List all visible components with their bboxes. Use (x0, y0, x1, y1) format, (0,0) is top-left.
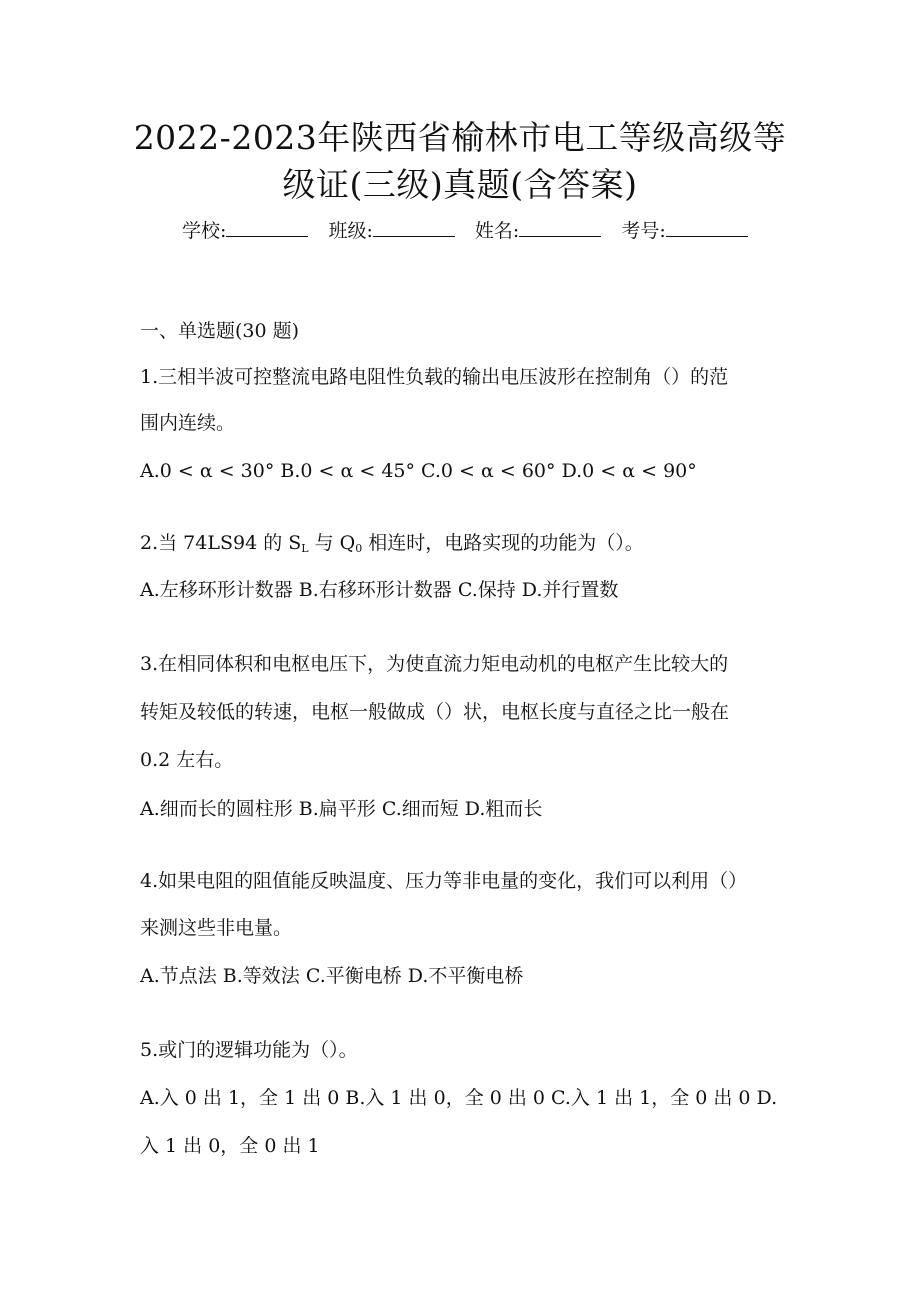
class-blank (373, 218, 455, 237)
name-blank (519, 218, 601, 237)
q3-text-line1: 3.在相同体积和电枢电压下，为使直流力矩电动机的电枢产生比较大的 (140, 653, 729, 675)
q2-text-part2: 与 Q (308, 532, 356, 554)
q3-options: A.细而长的圆柱形 B.扁平形 C.细而短 D.粗而长 (140, 798, 543, 820)
student-info-row (182, 218, 762, 244)
q4-text-line2: 来测这些非电量。 (140, 917, 293, 939)
q2-text-part1: 2.当 74LS94 的 S (140, 532, 302, 554)
q4-text-line1: 4.如果电阻的阻值能反映温度、压力等非电量的变化，我们可以利用（） (140, 870, 748, 892)
class-field (328, 218, 454, 244)
q2-sub-0: 0 (355, 542, 363, 555)
q5-text: 5.或门的逻辑功能为（）。 (140, 1039, 358, 1061)
q5-options-line2: 入 1 出 0，全 0 出 1 (140, 1135, 320, 1157)
name-field (475, 218, 601, 244)
school-label: 学校: (182, 220, 227, 242)
school-field (182, 218, 308, 244)
exam-number-label: 考号: (621, 220, 666, 242)
q1-text-line1: 1.三相半波可控整流电路电阻性负载的输出电压波形在控制角（）的范 (140, 366, 729, 388)
q2-text (140, 530, 644, 562)
q2-text-part3: 相连时，电路实现的功能为（）。 (362, 532, 644, 554)
q4-options: A.节点法 B.等效法 C.平衡电桥 D.不平衡电桥 (140, 965, 524, 987)
q2-options: A.左移环形计数器 B.右移环形计数器 C.保持 D.并行置数 (140, 579, 619, 601)
class-label: 班级: (328, 220, 373, 242)
exam-number-field (621, 218, 747, 244)
q3-text-line3: 0.2 左右。 (140, 749, 234, 771)
page-title-line1: 2022-2023年陕西省榆林市电工等级高级等 (133, 118, 787, 157)
q1-options: A.0 < α < 30° B.0 < α < 45° C.0 < α < 60° D.0 < α < 90° (140, 460, 697, 482)
q1-text-line2: 围内连续。 (140, 412, 236, 434)
exam-number-blank (666, 218, 748, 237)
name-label: 姓名: (474, 220, 520, 242)
section-heading: 一、单选题(30 题) (140, 320, 300, 342)
page-title-line2: 级证(三级)真题(含答案) (282, 165, 638, 204)
q2-sub-l: L (301, 542, 309, 555)
q5-options-line1: A.入 0 出 1，全 1 出 0 B.入 1 出 0，全 0 出 0 C.入 1 出 1，全 0 出 0 D. (140, 1087, 778, 1109)
school-blank (226, 218, 308, 237)
q3-text-line2: 转矩及较低的转速，电枢一般做成（）状，电枢长度与直径之比一般在 (140, 701, 730, 723)
